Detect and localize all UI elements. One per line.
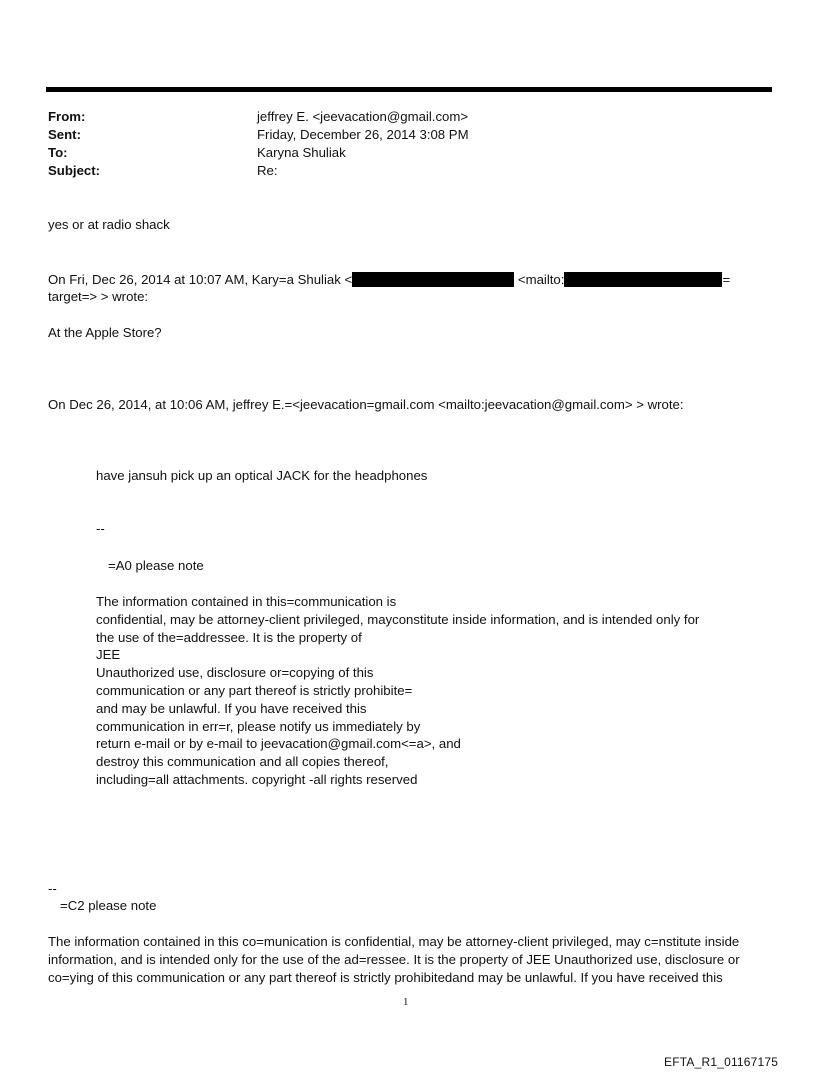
disclaimer-line: Unauthorized use, disclosure or=copying of this [96,665,374,681]
page-number: 1 [403,996,409,1008]
disclaimer-line: communication or any part thereof is strictly prohibite= [96,682,413,698]
sent-value: Friday, December 26, 2014 3:08 PM [257,127,469,142]
disclaimer-line: JEE [96,647,121,663]
quote1-header-part-a: On Fri, Dec 26, 2014 at 10:07 AM, Kary=a Shuliak < [48,272,353,287]
to-label: To: [48,145,68,160]
redaction-bar [564,272,722,287]
disclaimer-line: communication in err=r, please notify us immediately by [96,718,421,734]
outer-signature-dashes: -- [48,881,57,896]
bates-number: EFTA_R1_01167175 [664,1055,779,1069]
redaction-bar [352,272,514,287]
subject-value: Re: [257,163,278,178]
quote1-header-line2: target=> > wrote: [48,289,149,304]
disclaimer-line: and may be unlawful. If you have received this [96,700,367,716]
quote2-header: On Dec 26, 2014, at 10:06 AM, jeffrey E.=<jeevacation=gmail.com <mailto:jeevacation@gmail.com> > wrote: [48,397,684,412]
quote1-header-part-c: = [722,272,731,287]
disclaimer-line: The information contained in this=communication is [96,594,397,609]
reply-text: yes or at radio shack [48,217,170,232]
disclaimer-line: including=all attachments. copyright -all rights reserved [96,771,418,787]
quote2-body: have jansuh pick up an optical JACK for the headphones [96,468,428,483]
from-value: jeffrey E. <jeevacation@gmail.com> [257,109,469,124]
disclaimer-line: destroy this communication and all copies thereof, [96,754,389,770]
disclaimer-line: return e-mail or by e-mail to jeevacation@gmail.com<=a>, and [96,736,461,752]
disclaimer-line: confidential, may be attorney-client privileged, mayconstitute inside information, and is intended only for [96,611,700,627]
quote1-header-part-b: <mailto: [514,272,565,287]
outer-signature-note: =C2 please note [60,898,157,913]
sent-label: Sent: [48,127,81,142]
quote1-body: At the Apple Store? [48,325,162,340]
inner-disclaimer [96,593,699,789]
subject-label: Subject: [48,163,101,178]
quote1-header-line1 [48,271,730,289]
disclaimer-line: the use of the=addressee. It is the property of [96,629,362,645]
outer-disclaimer: The information contained in this co=munication is confidential, may be attorney-client privileged, may c=nstitute inside information, and is intended only for the use of the ad=ressee. It is the property of JEE Unauthorized use, disclosure or co=ying of this communication or any part thereof is strictly prohibitedand may be unlawful. If you have received this [48,934,740,985]
from-label: From: [48,109,86,124]
to-value: Karyna Shuliak [257,145,346,160]
header-rule [46,87,772,92]
signature-dashes: -- [96,521,105,536]
signature-note: =A0 please note [108,558,204,573]
